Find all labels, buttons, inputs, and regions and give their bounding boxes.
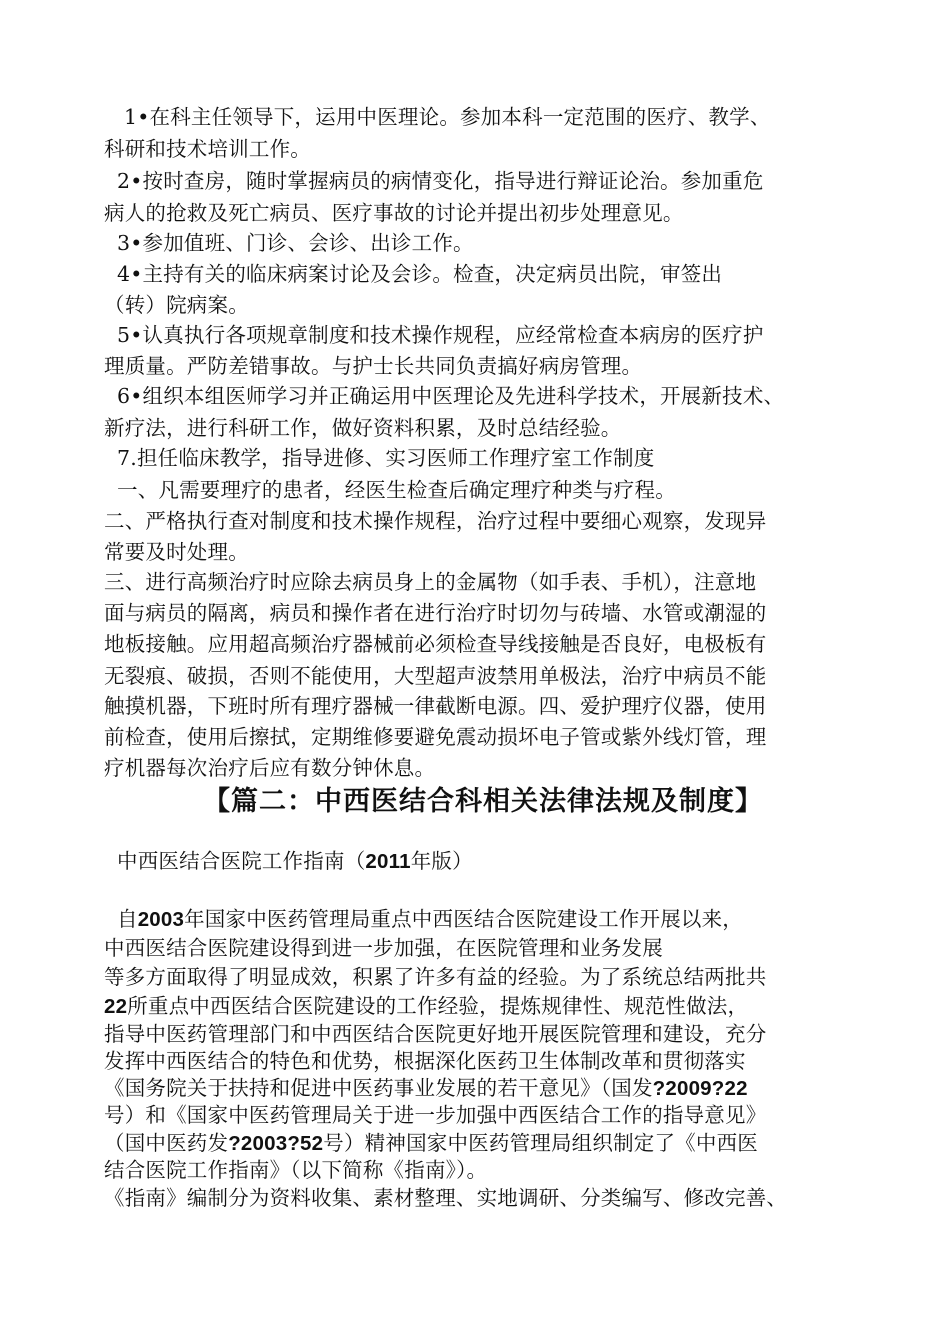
text-line: （转）院病案。 xyxy=(104,293,249,317)
text-line: 新疗法，进行科研工作，做好资料积累，及时总结经验。 xyxy=(104,416,622,440)
text-line: 触摸机器，下班时所有理疗器械一律截断电源。四、爱护理疗仪器，使用 xyxy=(104,694,767,718)
text-line: 中西医结合医院建设得到进一步加强，在医院管理和业务发展 xyxy=(104,936,663,960)
text-line xyxy=(104,991,748,1022)
subtitle-year: 2011 xyxy=(365,850,411,873)
text-line: 无裂痕、破损，否则不能使用，大型超声波禁用单极法，治疗中病员不能 xyxy=(104,664,767,688)
number-span: 22 xyxy=(104,995,128,1018)
text-span: 《国务院关于扶持和促进中医药事业发展的若干意见》（国发 xyxy=(104,1076,653,1100)
section-heading: 【篇二：中西医结合科相关法律法规及制度】 xyxy=(203,786,763,817)
text-line: 地板接触。应用超高频治疗器械前必须检查导线接触是否良好，电极板有 xyxy=(104,632,767,656)
text-span: （国中医药发 xyxy=(104,1131,229,1155)
text-span: 号）精神国家中医药管理局组织制定了《中西医 xyxy=(323,1131,758,1155)
text-line: 3•参加值班、门诊、会诊、出诊工作。 xyxy=(117,231,474,255)
text-span: 年国家中医药管理局重点中西医结合医院建设工作开展以来， xyxy=(184,907,744,931)
number-span: 2003 xyxy=(137,908,185,931)
text-line: 理质量。严防差错事故。与护士长共同负责搞好病房管理。 xyxy=(104,354,643,378)
text-line: 1•在科主任领导下，运用中医理论。参加本科一定范围的医疗、教学、 xyxy=(124,105,771,129)
text-line: 7.担任临床教学，指导进修、实习医师工作理疗室工作制度 xyxy=(117,446,655,470)
text-line: 前检查，使用后擦拭，定期维修要避免震动损坏电子管或紫外线灯管，理 xyxy=(104,725,767,749)
text-line: 病人的抢救及死亡病员、医疗事故的讨论并提出初步处理意见。 xyxy=(104,201,684,225)
subtitle-text: 中西医结合医院工作指南（ xyxy=(117,849,366,873)
subtitle-text: 年版） xyxy=(410,849,473,873)
text-line: 疗机器每次治疗后应有数分钟休息。 xyxy=(104,756,436,780)
text-line: 《指南》编制分为资料收集、素材整理、实地调研、分类编写、修改完善、 xyxy=(104,1186,788,1210)
text-line: 发挥中西医结合的特色和优势，根据深化医药卫生体制改革和贯彻落实 xyxy=(104,1049,746,1073)
text-line: 等多方面取得了明显成效，积累了许多有益的经验。为了系统总结两批共 xyxy=(104,965,767,989)
text-line: 二、严格执行查对制度和技术操作规程，治疗过程中要细心观察，发现异 xyxy=(104,509,767,533)
number-span: ?2003?52 xyxy=(228,1132,324,1155)
text-line: 5•认真执行各项规章制度和技术操作规程，应经常检查本病房的医疗护 xyxy=(117,323,764,347)
text-line: 一、凡需要理疗的患者，经医生检查后确定理疗种类与疗程。 xyxy=(117,478,676,502)
text-span: 所重点中西医结合医院建设的工作经验，提炼规律性、规范性做法， xyxy=(127,994,749,1018)
text-line: 科研和技术培训工作。 xyxy=(104,137,311,161)
text-line: 2•按时查房，随时掌握病员的病情变化，指导进行辩证论治。参加重危 xyxy=(117,169,764,193)
document-subtitle xyxy=(117,846,473,877)
text-line: 6•组织本组医师学习并正确运用中医理论及先进科学技术，开展新技术、 xyxy=(117,384,785,408)
text-line: 指导中医药管理部门和中西医结合医院更好地开展医院管理和建设，充分 xyxy=(104,1022,767,1046)
text-line: 4•主持有关的临床病案讨论及会诊。检查，决定病员出院，审签出 xyxy=(117,262,723,286)
text-span: 自 xyxy=(117,907,138,931)
text-line: 结合医院工作指南》（以下简称《指南》）。 xyxy=(104,1158,488,1182)
text-line: 号）和《国家中医药管理局关于进一步加强中西医结合工作的指导意见》 xyxy=(104,1103,767,1127)
text-line: 常要及时处理。 xyxy=(104,540,249,564)
text-line xyxy=(117,904,743,935)
text-line: 三、进行高频治疗时应除去病员身上的金属物（如手表、手机），注意地 xyxy=(104,570,757,594)
text-line: 面与病员的隔离，病员和操作者在进行治疗时切勿与砖墙、水管或潮湿的 xyxy=(104,601,767,625)
number-span: ?2009?22 xyxy=(652,1077,748,1100)
